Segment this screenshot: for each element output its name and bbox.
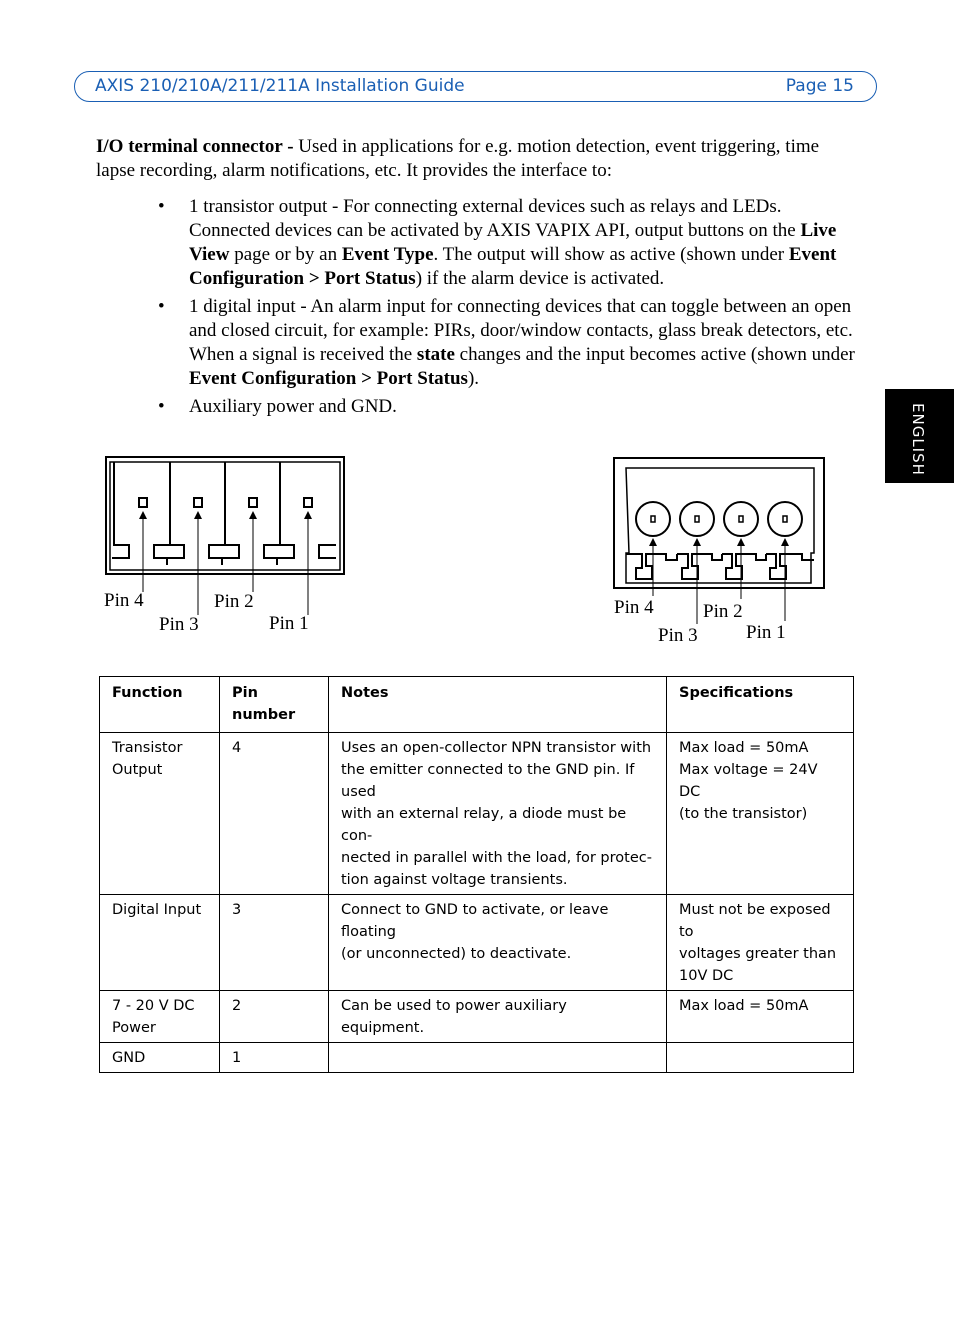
cell-line: Must not be exposed to	[679, 902, 831, 940]
body-text	[96, 135, 856, 423]
cell-function	[100, 895, 220, 991]
cell-line: Can be used to power auxiliary equipment.	[341, 998, 567, 1036]
cell-line: Max voltage = 24V DC	[679, 762, 818, 800]
cell-specs	[667, 733, 854, 895]
left-pin1-label: Pin 1	[269, 613, 309, 634]
bold-term: Event Type	[341, 244, 434, 265]
list-item	[96, 295, 856, 391]
cell-line: Output	[112, 762, 163, 778]
left-pin2-label: Pin 2	[214, 591, 254, 612]
language-tab-label: ENGLISH	[909, 403, 927, 476]
cell-function	[100, 1043, 220, 1073]
list-text: Auxiliary power and GND.	[189, 396, 397, 417]
intro-lead: I/O terminal connector -	[96, 136, 294, 157]
cell-line: Connect to GND to activate, or leave floating	[341, 902, 609, 940]
cell-line: Digital Input	[112, 902, 202, 918]
right-pin3-label: Pin 3	[658, 625, 698, 646]
header-function: Function	[100, 677, 220, 733]
list-text: page or by an	[229, 244, 342, 265]
cell-line: tion against voltage transients.	[341, 872, 568, 888]
left-pin4-label: Pin 4	[104, 590, 144, 611]
list-text: changes and the input becomes active (shown under	[454, 344, 855, 365]
cell-line: Uses an open-collector NPN transistor with	[341, 740, 652, 756]
table-row	[100, 733, 854, 895]
cell-specs	[667, 1043, 854, 1073]
header-pin-number: Pin number	[220, 677, 329, 733]
page-header	[74, 71, 877, 102]
cell-pin: 1	[220, 1043, 329, 1073]
cell-specs	[667, 895, 854, 991]
cell-line: voltages greater than	[679, 946, 837, 962]
cell-specs	[667, 991, 854, 1043]
header-notes: Notes	[329, 677, 667, 733]
bold-term: Live View	[189, 220, 837, 265]
intro-paragraph	[96, 135, 856, 183]
bold-term: state	[416, 344, 455, 365]
list-text: ).	[467, 368, 480, 389]
cell-pin: 4	[220, 733, 329, 895]
table-header-row	[100, 677, 854, 733]
cell-notes	[329, 895, 667, 991]
cell-line: GND	[112, 1050, 146, 1066]
cell-function	[100, 733, 220, 895]
cell-pin: 3	[220, 895, 329, 991]
cell-line: (or unconnected) to deactivate.	[341, 946, 572, 962]
cell-line: Transistor	[112, 740, 183, 756]
list-text: . The output will show as active (shown under	[433, 244, 789, 265]
table-body	[100, 733, 854, 1073]
bullet-marker: •	[158, 296, 165, 317]
cell-line: Max load = 50mA	[679, 998, 809, 1014]
list-text: 1 transistor output - For connecting external devices such as relays and LEDs. Connected devices can be activated by AXIS VAPIX API, output buttons on the	[189, 196, 801, 241]
right-pin2-label: Pin 2	[703, 601, 743, 622]
header-specifications: Specifications	[667, 677, 854, 733]
cell-line: Max load = 50mA	[679, 740, 809, 756]
bullet-marker: •	[158, 396, 165, 417]
cell-line: nected in parallel with the load, for protec-	[341, 850, 652, 866]
list-item	[96, 195, 856, 291]
left-pin3-label: Pin 3	[159, 614, 199, 635]
cell-notes	[329, 733, 667, 895]
list-item	[96, 395, 856, 419]
cell-pin: 2	[220, 991, 329, 1043]
right-connector-diagram	[612, 456, 827, 651]
table-row	[100, 1043, 854, 1073]
document-title: AXIS 210/210A/211/211A Installation Guide	[95, 76, 465, 96]
table-row	[100, 991, 854, 1043]
table-row	[100, 895, 854, 991]
cell-line: the emitter connected to the GND pin. If used	[341, 762, 635, 800]
pin-table	[99, 676, 854, 1073]
cell-line: (to the transistor)	[679, 806, 808, 822]
bold-term: Event Configuration > Port Status	[189, 368, 468, 389]
bold-term: Event Configuration > Port Status	[189, 244, 837, 289]
language-tab[interactable]	[885, 389, 954, 483]
feature-list	[96, 195, 856, 419]
cell-notes	[329, 991, 667, 1043]
page-number: Page 15	[785, 76, 854, 96]
cell-line: with an external relay, a diode must be con-	[341, 806, 627, 844]
right-pin4-label: Pin 4	[614, 597, 654, 618]
cell-function	[100, 991, 220, 1043]
left-connector-diagram	[104, 455, 349, 635]
bullet-marker: •	[158, 196, 165, 217]
right-pin1-label: Pin 1	[746, 622, 786, 643]
cell-line: 7 - 20 V DC	[112, 998, 195, 1014]
intro-text: Used in applications for e.g. motion detection, event triggering, time lapse recording, alarm notifications, etc. It provides the interface to:	[96, 136, 820, 181]
cell-notes	[329, 1043, 667, 1073]
list-text: 1 digital input - An alarm input for connecting devices that can toggle between an open and closed circuit, for example: PIRs, door/window contacts, glass break detectors, etc. When a signal is received the	[189, 296, 853, 365]
cell-line: 10V DC	[679, 968, 734, 984]
cell-line: Power	[112, 1020, 156, 1036]
list-text: ) if the alarm device is activated.	[415, 268, 665, 289]
